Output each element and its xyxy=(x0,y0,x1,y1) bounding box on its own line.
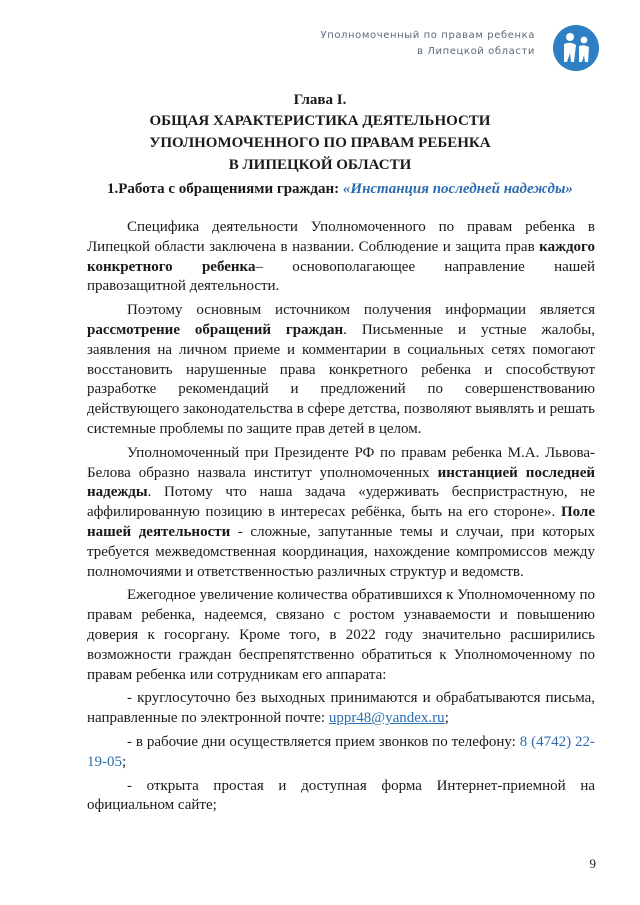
header-line-2: в Липецкой области xyxy=(417,46,535,57)
page-number: 9 xyxy=(589,856,596,871)
paragraph: Специфика деятельности Уполномоченного по правам ребенка в Липецкой области заключена в названии. Соблюдение и защита прав каждого конкретного ребенка– основополагающее направление нашей правозащитной деятельности. xyxy=(87,219,595,295)
chapter-heading: Глава I. xyxy=(293,92,347,108)
paragraph: - в рабочие дни осуществляется прием звонков по телефону: 8 (4742) 22-19-05; xyxy=(87,733,595,770)
header-line-1: Уполномоченный по правам ребенка xyxy=(320,30,535,41)
phone-link[interactable]: 8 (4742) 22-19-05 xyxy=(87,733,595,770)
body-text xyxy=(87,218,595,816)
ombudsman-logo-icon xyxy=(552,24,600,72)
paragraph: - круглосуточно без выходных принимаются и обрабатываются письма, направленные по электронной почте: uppr48@yandex.ru; xyxy=(87,690,595,727)
chapter-title xyxy=(0,110,640,176)
section-subtitle: «Инстанция последней надежды» xyxy=(342,181,573,197)
title-line: ОБЩАЯ ХАРАКТЕРИСТИКА ДЕЯТЕЛЬНОСТИ xyxy=(149,113,491,129)
paragraph: Ежегодное увеличение количества обратившихся к Уполномоченному по правам ребенка, надеемся, связано с ростом узнаваемости и повышению доверия к госоргану. Кроме того, в 2022 году значительно расширились возможности граждан беспрепятственно обратиться к Уполномоченному по правам ребенка или сотрудникам его аппарата: xyxy=(87,587,595,683)
title-line: В ЛИПЕЦКОЙ ОБЛАСТИ xyxy=(228,157,412,173)
section-heading xyxy=(107,181,573,198)
page-header xyxy=(321,28,536,60)
paragraph: Поэтому основным источником получения информации является рассмотрение обращений граждан. Письменные и устные жалобы, заявления на личном приеме и комментарии в социальных сетях помогают восстановить нарушенные права конкретного ребенка и способствуют разработке рекомендаций и предложений по совершенствованию действующего законодательства в сфере детства, позволяют выявлять и решать системные проблемы по защите прав детей в целом. xyxy=(87,302,595,437)
paragraph: Уполномоченный при Президенте РФ по правам ребенка М.А. Львова-Белова образно назвала институт уполномоченных инстанцией последней надежды. Потому что наша задача «удерживать беспристрастную, не аффилированную позицию в интересах ребёнка, быть на его стороне». Поле нашей деятельности - сложные, запутанные темы и случаи, при которых требуется межведомственная координация, нахождение компромиссов между полномочиями и ответственностью различных структур и ведомств. xyxy=(87,444,596,580)
email-link[interactable]: uppr48@yandex.ru xyxy=(328,710,445,727)
title-line: УПОЛНОМОЧЕННОГО ПО ПРАВАМ РЕБЕНКА xyxy=(149,135,491,151)
paragraph: - открыта простая и доступная форма Интернет-приемной на официальном сайте; xyxy=(87,777,595,814)
section-label: 1.Работа с обращениями граждан: xyxy=(107,181,340,197)
